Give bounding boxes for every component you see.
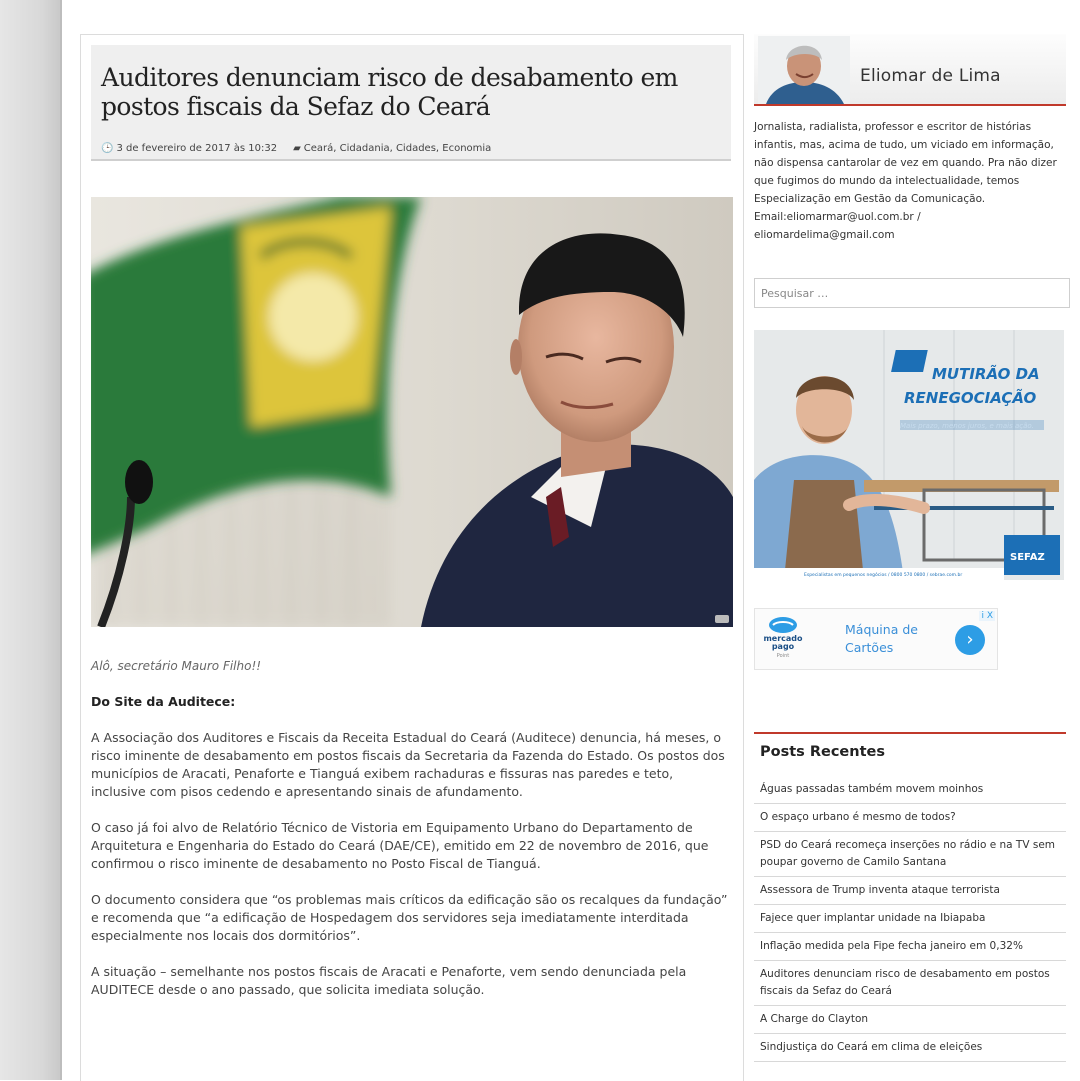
article-paragraph: O caso já foi alvo de Relatório Técnico de Vistoria em Equipamento Urbano do Departamento de Arquitetura e Engenharia do Estado do Ceará (DAE/CE), emitido em 22 de novembro de 2016, que confirmou o risco iminente de desabamento no Posto Fiscal de Tianguá. <box>91 820 709 871</box>
article-paragraph: A Associação dos Auditores e Fiscais da Receita Estadual do Ceará (Auditece) denuncia, há meses, o risco iminente de desabamento em postos fiscais da Secretaria da Fazenda do Estado. Os postos dos municípios de Aracati, Penaforte e Tianguá exibem rachaduras e fissuras nas paredes e teto, inclusive com pisos cedendo e apresentando sinais de afundamento. <box>91 730 725 799</box>
banner-footer: Especialistas em pequenos negócios / 0800 570 0800 / sebrae.com.br <box>804 573 963 578</box>
article-body <box>91 657 731 1017</box>
search-input[interactable] <box>754 278 1070 308</box>
author-bio: Jornalista, radialista, professor e escritor de histórias infantis, mas, acima de tudo, um viciado em informação, não dispensa cantarolar de vez em quando. Pra não dizer que fugimos do mundo da intelectualidade, temos Especialização em Gestão da Comunicação. Email:eliomarmar@uol.com.br / eliomardelima@gmail.com <box>754 121 1057 241</box>
mercadopago-logo-line3: Point <box>776 653 790 659</box>
ad-close-icon[interactable]: i X <box>981 611 993 621</box>
ad-mercadopago[interactable] <box>754 608 998 670</box>
folder-icon: ▰ <box>293 143 301 154</box>
author-header <box>754 34 1066 106</box>
mercadopago-logo <box>761 615 805 661</box>
mercadopago-logo-line2: pago <box>771 642 795 651</box>
recent-post-link[interactable]: PSD do Ceará recomeça inserções no rádio e na TV sem poupar governo de Camilo Santana <box>754 832 1066 877</box>
featured-image <box>91 197 733 627</box>
recent-post-link[interactable]: Inflação medida pela Fipe fecha janeiro em 0,32% <box>754 933 1066 961</box>
sidebar <box>754 34 1066 1080</box>
article-paragraph: A situação – semelhante nos postos fiscais de Aracati e Penaforte, vem sendo denunciada pela AUDITECE desde o ano passado, que solicita imediata solução. <box>91 964 687 997</box>
recent-posts-list <box>754 776 1066 1062</box>
recent-posts-title: Posts Recentes <box>754 732 1066 760</box>
recent-post-link[interactable]: A Charge do Clayton <box>754 1006 1066 1034</box>
banner-slogan: Mais prazo, menos juros, e mais ação. <box>900 422 1034 430</box>
recent-post-link[interactable]: Assessora de Trump inventa ataque terrorista <box>754 877 1066 905</box>
ad-banner-sebrae[interactable] <box>754 330 1064 580</box>
ad-text[interactable]: Máquina de Cartões <box>845 622 918 655</box>
article-lead: Do Site da Auditece: <box>91 694 236 709</box>
mercadopago-logo-line1: mercado <box>763 634 803 643</box>
article-paragraph: O documento considera que “os problemas mais críticos da edificação são os recalques da fundação” e recomenda que “a edificação de Hospedagem dos servidores seja imediatamente interditada especialmente nos locais dos dormitórios”. <box>91 892 728 943</box>
chevron-right-icon[interactable]: › <box>955 625 985 655</box>
post-title[interactable]: Auditores denunciam risco de desabamento em postos fiscais da Sefaz do Ceará <box>101 63 678 121</box>
clock-icon: 🕒 <box>101 143 114 154</box>
post-meta <box>101 143 491 154</box>
recent-post-link[interactable]: Fajece quer implantar unidade na Ibiapaba <box>754 905 1066 933</box>
main-column <box>80 34 744 1081</box>
author-avatar <box>758 36 850 104</box>
recent-post-link[interactable]: O espaço urbano é mesmo de todos? <box>754 804 1066 832</box>
banner-line2: RENEGOCIAÇÃO <box>904 389 1037 407</box>
image-caption: Alô, secretário Mauro Filho!! <box>91 659 262 673</box>
post-header <box>91 45 731 161</box>
recent-post-link[interactable]: Sindjustiça do Ceará em clima de eleições <box>754 1034 1066 1062</box>
post-date[interactable]: 3 de fevereiro de 2017 às 10:32 <box>116 143 278 154</box>
recent-post-link[interactable]: Auditores denunciam risco de desabamento em postos fiscais da Sefaz do Ceará <box>754 961 1066 1006</box>
post-categories[interactable]: Ceará, Cidadania, Cidades, Economia <box>303 143 492 154</box>
banner-brand: SEFAZ <box>1010 552 1045 563</box>
banner-line1: MUTIRÃO DA <box>932 365 1040 383</box>
recent-post-link[interactable]: Águas passadas também movem moinhos <box>754 776 1066 804</box>
author-name: Eliomar de Lima <box>860 66 1001 86</box>
left-gutter <box>0 0 60 1080</box>
